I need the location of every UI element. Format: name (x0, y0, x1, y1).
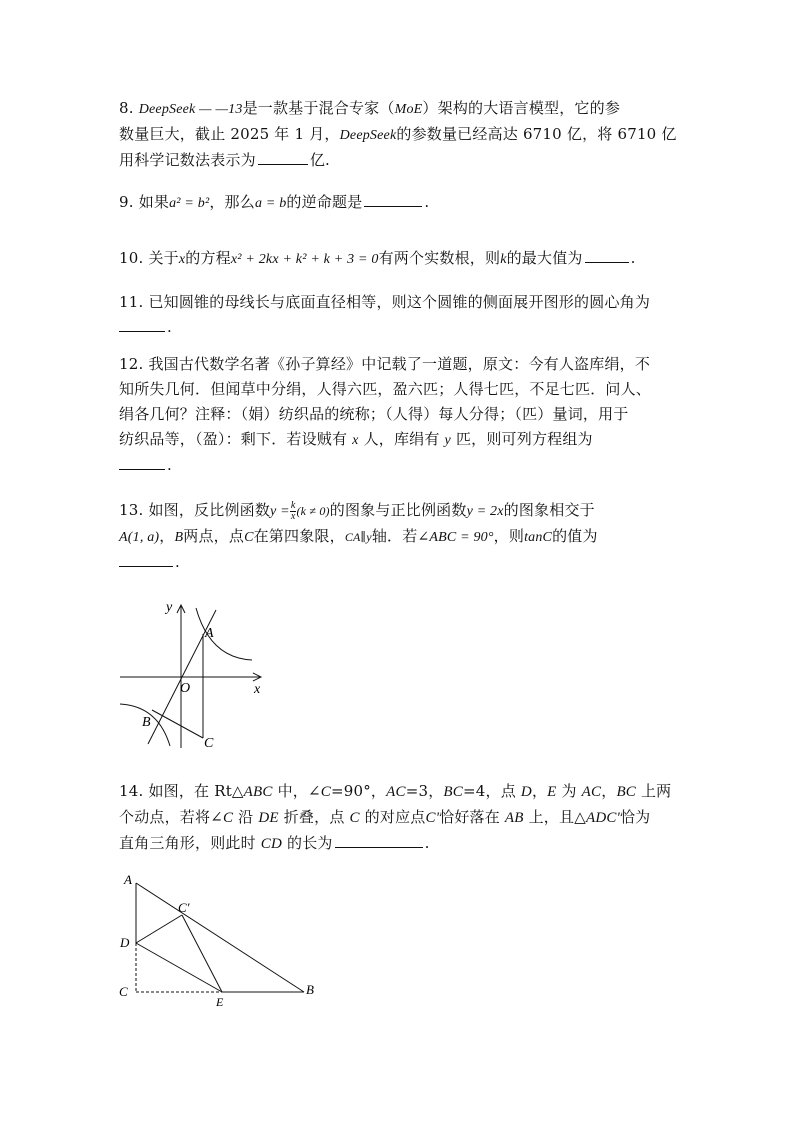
text: 为 (556, 782, 582, 800)
point-c: C (222, 810, 234, 826)
problem-number: 14. (119, 782, 144, 800)
text: 的图象相交于 (503, 501, 595, 519)
text: 折叠，点 (278, 808, 350, 826)
text: 沿 (233, 808, 259, 826)
text: 我国古代数学名著《孙子算经》中记载了一道题，原文：今有人盗库绢，不 (148, 355, 651, 373)
text: 个动点，若将∠ (119, 808, 223, 826)
text: 数量巨大，截止 2025 年 1 月， (119, 125, 340, 143)
label-a: A (205, 626, 214, 641)
problem-13-line-2 (119, 524, 689, 550)
text: 匹，则可列方程组为 (455, 430, 593, 448)
answer-blank[interactable] (585, 246, 629, 263)
label-d: D (120, 935, 130, 950)
formula-lhs: y = (270, 504, 290, 519)
text: 已知圆锥的母线长与底面直径相等，则这个圆锥的侧面展开图形的圆心角为 (148, 293, 651, 311)
equation-formula: x² + 2kx + k² + k + 3 = 0 (230, 252, 379, 267)
point-c: C (349, 810, 360, 826)
problem-14-line-3 (119, 831, 689, 857)
variable-x: x (352, 433, 359, 448)
problem-number: 13. (119, 501, 144, 519)
linear-formula: y = 2x (466, 504, 504, 519)
triangle-adc-prime: ADC' (585, 810, 620, 826)
model-name: DeepSeek — —13 (138, 102, 243, 117)
segment-ab: AB (504, 810, 524, 826)
point-c: C (320, 784, 331, 800)
text: 的最大值为 (506, 249, 583, 267)
label-c-prime: C' (178, 900, 190, 915)
text: ， (159, 527, 175, 545)
problem-9 (119, 190, 689, 216)
text: 恰为 (619, 808, 651, 826)
problem-12-line-4 (119, 427, 689, 453)
problem-number: 9. (119, 193, 134, 211)
variable-k: k (500, 252, 507, 267)
problem-11 (119, 290, 689, 340)
text: 的长为 (282, 834, 333, 852)
problem-11-line-2 (119, 315, 689, 340)
condition-formula: a² = b² (169, 196, 210, 211)
point-d: D (520, 784, 532, 800)
label-x: x (254, 682, 261, 697)
problem-12-line-3: 绢各几何？注释：（娟）纺织品的统称；（人得）每人分得；（匹）量词，用于 (119, 405, 629, 423)
problem-8-line-3 (119, 148, 689, 173)
text: 直角三角形，则此时 (119, 834, 261, 852)
label-c: C (119, 984, 128, 999)
point-c-prime: C' (425, 810, 440, 826)
point-b: B (174, 530, 184, 545)
segment-ab (136, 883, 304, 992)
variable-x: x (178, 252, 186, 267)
text: 的对应点 (359, 808, 426, 826)
label-e: E (216, 995, 224, 1008)
segment-ac: AC (386, 784, 406, 800)
segment-cd: CD (260, 836, 283, 852)
label-a: A (124, 872, 132, 887)
angle-formula: ∠ABC = 90° (417, 530, 494, 545)
problem-12 (119, 352, 689, 478)
label-b: B (142, 715, 151, 730)
problem-10-line-1 (119, 246, 689, 272)
text: . (167, 456, 172, 474)
text: 如果 (138, 193, 170, 211)
problem-13 (119, 498, 689, 575)
text: 有两个实数根，则 (378, 249, 501, 267)
text: ， (531, 782, 548, 800)
text: ，那么 (209, 193, 255, 211)
conclusion-formula: a = b (254, 196, 287, 211)
text: 的图象与正比例函数 (329, 501, 467, 519)
fraction-denominator: x (290, 510, 296, 522)
problem-11-line-1 (119, 290, 689, 315)
text: . (167, 318, 172, 336)
text: =4，点 (463, 782, 521, 800)
text: 用科学记数法表示为 (119, 151, 256, 169)
text: ， (601, 782, 617, 800)
problem-14-line-1 (119, 779, 689, 805)
problem-number: 12. (119, 355, 144, 373)
problem-10 (119, 246, 689, 272)
text: 的方程 (185, 249, 231, 267)
answer-blank[interactable] (258, 148, 308, 165)
text: 中，∠ (272, 782, 321, 800)
tan-formula: tanC (524, 530, 553, 545)
text: . (175, 553, 180, 571)
text: 的逆命题是 (286, 193, 363, 211)
formula-condition: (k ≠ 0) (296, 504, 330, 518)
label-o: O (180, 681, 191, 696)
segment-bc: BC (443, 784, 463, 800)
text: 人，库绢有 (363, 430, 440, 448)
problem-12-line-5 (119, 453, 689, 478)
text: 亿. (309, 151, 330, 169)
parallel-formula: CA∥y (344, 530, 372, 544)
segment-ac: AC (581, 784, 602, 800)
figure-14 (112, 868, 322, 1008)
point-c: C (244, 530, 254, 545)
model-name: DeepSeek (339, 128, 397, 143)
problem-12-line-1 (119, 352, 689, 377)
problem-13-line-3 (119, 550, 689, 575)
problem-8-line-2 (119, 122, 689, 148)
answer-blank[interactable] (119, 315, 165, 332)
problem-14 (119, 779, 689, 857)
text: 的参数量已经高达 6710 亿，将 6710 亿 (396, 125, 677, 143)
problem-number: 11. (119, 293, 144, 311)
text: =3， (405, 782, 444, 800)
text: . (424, 834, 430, 852)
text: . (424, 193, 430, 211)
text: =90°， (330, 782, 387, 800)
text: ）架构的大语言模型，它的参 (422, 99, 621, 117)
label-c: C (204, 736, 214, 751)
variable-y: y (444, 433, 451, 448)
problem-8 (119, 96, 689, 173)
answer-blank[interactable] (335, 831, 423, 848)
text: 如图，反比例函数 (148, 501, 271, 519)
problem-14-line-2 (119, 805, 689, 831)
text: 上，且△ (523, 808, 586, 826)
text: 的值为 (552, 527, 598, 545)
text: 在第四象限， (253, 527, 345, 545)
text: 纺织品等，（盈）：剩下．若设贼有 (119, 430, 348, 448)
text: ，则 (493, 527, 525, 545)
problem-12-line-2: 知所失几何．但闻草中分绢，人得六匹，盈六匹；人得七匹，不足七匹．问人、 (119, 380, 652, 398)
problem-13-line-1 (119, 498, 689, 524)
text: 两点，点 (183, 527, 245, 545)
figure-13 (112, 596, 272, 756)
text: 是一款基于混合专家（ (242, 99, 395, 117)
segment-de: DE (258, 810, 279, 826)
text: 轴．若 (371, 527, 418, 545)
problem-9-line-1 (119, 190, 689, 216)
segment-bc: BC (616, 784, 637, 800)
text: 关于 (148, 249, 179, 267)
text: 如图，在 Rt△ (148, 782, 244, 800)
problem-number: 10. (119, 249, 144, 267)
moe-term: MoE (394, 102, 423, 117)
point-e: E (547, 784, 557, 800)
label-b: B (306, 982, 314, 997)
text: 恰好落在 (439, 808, 505, 826)
answer-blank[interactable] (119, 453, 165, 470)
problem-8-line-1 (119, 96, 689, 122)
text: . (630, 249, 636, 267)
segment-dc-prime (136, 915, 182, 943)
fraction-numerator: k (290, 499, 296, 511)
triangle-abc: ABC (243, 784, 273, 800)
problem-number: 8. (119, 99, 134, 117)
text: 上两 (636, 782, 672, 800)
point-a-coord: A(1, a) (119, 530, 160, 545)
label-y: y (166, 600, 173, 615)
answer-blank[interactable] (119, 550, 173, 567)
answer-blank[interactable] (364, 190, 422, 207)
